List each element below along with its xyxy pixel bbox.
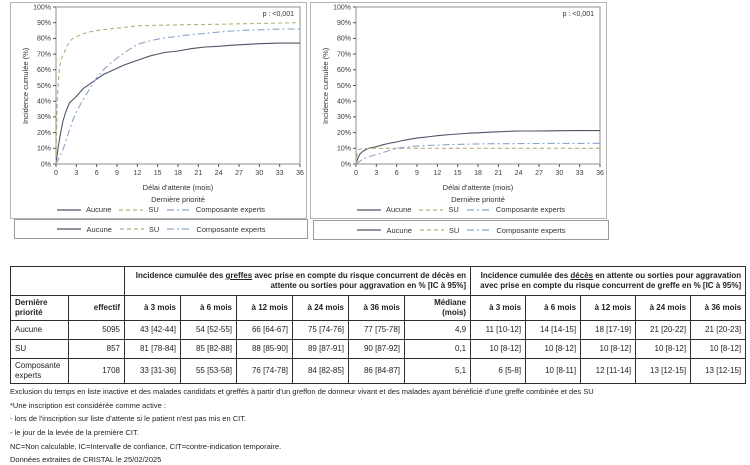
y-tick-label: 50%	[336, 82, 351, 90]
legend-label: SU	[148, 224, 160, 234]
line-sample-icon	[56, 226, 82, 232]
legend-label: Composante experts	[195, 205, 266, 214]
y-tick-label: 20%	[336, 129, 351, 137]
x-tick-label: 12	[133, 170, 142, 177]
x-axis-label: Délai d'attente (mois)	[142, 183, 214, 192]
line-sample-icon	[356, 227, 382, 233]
x-tick-label: 15	[453, 170, 462, 177]
legend-label: SU	[448, 205, 459, 214]
legend-row	[21, 205, 300, 214]
y-tick-label: 90%	[336, 20, 351, 27]
priority-cell: Aucune	[11, 321, 69, 340]
plot-box	[356, 7, 600, 164]
legend-entry-su	[419, 226, 459, 235]
value-cell: 10 [8-12]	[581, 340, 636, 359]
x-tick-label: 15	[153, 170, 162, 177]
col-header-d24: à 24 mois	[636, 296, 691, 321]
results-table-section	[10, 266, 750, 384]
x-tick-label: 6	[394, 170, 399, 177]
x-tick-label: 21	[194, 170, 203, 177]
value-cell: 10 [8-12]	[471, 340, 526, 359]
legend-label: Composante experts	[196, 224, 266, 234]
line-sample-icon	[119, 226, 145, 232]
x-tick-label: 12	[433, 170, 442, 177]
group-header-row	[11, 267, 746, 296]
legend-entry-su	[118, 205, 158, 214]
legend-strip	[14, 219, 308, 239]
line-sample-icon	[166, 207, 192, 213]
x-tick-label: 24	[214, 170, 223, 177]
priority-cell: Composante experts	[11, 359, 69, 384]
group-header-text: en attente ou sorties pour aggravation avec prise en compte du risque concurrent de greffe en % [IC à 95%]	[480, 271, 742, 290]
line-sample-icon	[466, 207, 492, 213]
y-tick-label: 80%	[36, 35, 51, 43]
legend-entry-composante-experts	[466, 205, 565, 214]
series-line-su	[356, 148, 600, 164]
x-tick-label: 3	[374, 170, 379, 177]
legend-row	[56, 225, 265, 234]
x-axis-label: Délai d'attente (mois)	[442, 183, 514, 192]
chart-panel-greffes	[10, 2, 307, 219]
legend-entry-composante-experts	[166, 205, 265, 214]
group-header-keyword: décès	[570, 271, 594, 280]
legend-entry-aucune	[356, 205, 411, 214]
col-header-effectif: effectif	[69, 296, 125, 321]
series-line-composante-experts	[56, 29, 300, 164]
footnote-inscription-active: *Une inscription est considérée comme active :	[10, 400, 166, 410]
value-cell: 6 [5-8]	[471, 359, 526, 384]
legend-label: SU	[448, 225, 460, 235]
value-cell: 77 [75-78]	[349, 321, 405, 340]
line-sample-icon	[418, 207, 444, 213]
group-header-text: Incidence cumulée des	[480, 271, 571, 280]
x-tick-label: 36	[596, 170, 604, 177]
legend-entry-composante-experts	[466, 226, 565, 235]
plot-box	[56, 7, 300, 164]
y-tick-label: 40%	[36, 98, 51, 106]
col-header-priority: Dernière priorité	[11, 296, 69, 321]
y-tick-label: 0%	[40, 161, 51, 169]
value-cell: 18 [17-19]	[581, 321, 636, 340]
series-line-aucune	[56, 43, 300, 164]
value-cell: 66 [64-67]	[237, 321, 293, 340]
y-tick-label: 100%	[333, 4, 351, 12]
col-header-d36: à 36 mois	[691, 296, 746, 321]
legend-label: SU	[148, 205, 159, 214]
legend-entry-su	[418, 205, 458, 214]
line-sample-icon	[419, 227, 445, 233]
footnotes	[10, 388, 750, 465]
y-tick-label: 50%	[36, 82, 51, 90]
col-header-d12: à 12 mois	[581, 296, 636, 321]
footnote-data-source: Données extraites de CRISTAL le 25/02/2025	[10, 455, 162, 465]
value-cell: 13 [12-15]	[691, 359, 746, 384]
x-tick-label: 9	[415, 170, 419, 177]
p-value-label: p : <0,001	[262, 11, 294, 18]
line-sample-icon	[466, 227, 492, 233]
footnote-abbreviations: NC=Non calculable, IC=Intervalle de confiance, CIT=contre-indication temporaire.	[10, 441, 282, 451]
value-cell: 10 [8-11]	[526, 359, 581, 384]
col-header-g12: à 12 mois	[237, 296, 293, 321]
group-header-keyword: greffes	[225, 271, 253, 280]
line-sample-icon	[166, 226, 192, 232]
x-tick-label: 30	[255, 170, 264, 177]
line-sample-icon	[356, 207, 382, 213]
group-header-deces	[471, 267, 746, 296]
y-axis-label: Incidence cumulée (%)	[21, 47, 30, 125]
footnote-inscription-liste: - lors de l'inscription sur liste d'attente si le patient n'est pas mis en CIT.	[10, 414, 247, 424]
x-tick-label: 21	[494, 170, 503, 177]
value-cell: 10 [8-12]	[636, 340, 691, 359]
group-header-greffes	[125, 267, 471, 296]
legend-label: Aucune	[386, 225, 412, 235]
incidence-deces-chart-svg	[311, 3, 606, 181]
y-tick-label: 10%	[336, 145, 351, 153]
value-cell: 75 [74-76]	[293, 321, 349, 340]
legend-strip	[313, 220, 609, 240]
legend-title: Dernière priorité	[451, 195, 505, 204]
series-line-composante-experts	[356, 143, 600, 164]
p-value-label: p : <0,001	[562, 11, 594, 18]
x-tick-label: 33	[575, 170, 584, 177]
value-cell: 76 [74-78]	[237, 359, 293, 384]
x-tick-label: 0	[354, 170, 358, 177]
legend-entry-composante-experts	[166, 225, 265, 234]
legend-entry-aucune	[356, 226, 411, 235]
y-tick-label: 0%	[340, 161, 351, 169]
y-axis-label: Incidence cumulée (%)	[321, 47, 330, 125]
value-cell: 10 [8-12]	[691, 340, 746, 359]
table-row	[11, 359, 746, 384]
value-cell: 1708	[69, 359, 125, 384]
value-cell: 43 [42-44]	[125, 321, 181, 340]
x-tick-label: 30	[555, 170, 564, 177]
incidence-greffes-chart-svg	[11, 3, 306, 181]
x-tick-label: 36	[296, 170, 304, 177]
value-cell: 12 [11-14]	[581, 359, 636, 384]
legend-label: Composante experts	[495, 205, 566, 214]
value-cell: 33 [31-36]	[125, 359, 181, 384]
x-tick-label: 6	[94, 170, 99, 177]
value-cell: 857	[69, 340, 125, 359]
col-header-g6: à 6 mois	[181, 296, 237, 321]
legend-label: Aucune	[385, 205, 412, 214]
value-cell: 88 [85-90]	[237, 340, 293, 359]
group-header-text: Incidence cumulée des	[135, 271, 226, 280]
chart-panel-deces	[310, 2, 607, 219]
value-cell: 11 [10-12]	[471, 321, 526, 340]
legend-label: Aucune	[86, 224, 112, 234]
y-tick-label: 70%	[36, 51, 51, 59]
x-tick-label: 3	[74, 170, 79, 177]
col-header-g3: à 3 mois	[125, 296, 181, 321]
column-header-row	[11, 296, 746, 321]
line-sample-icon	[118, 207, 144, 213]
empty-corner-cell	[11, 267, 125, 296]
table-row	[11, 340, 746, 359]
x-tick-label: 0	[54, 170, 58, 177]
y-tick-label: 80%	[336, 35, 351, 43]
footnote-levee-cit: - le jour de la levée de la première CIT.	[10, 427, 139, 437]
value-cell: 86 [84-87]	[349, 359, 405, 384]
value-cell: 84 [82-85]	[293, 359, 349, 384]
results-table	[10, 266, 746, 384]
y-tick-label: 30%	[36, 114, 51, 122]
col-header-g24: à 24 mois	[293, 296, 349, 321]
footnote-exclusion: Exclusion du temps en liste inactive et des malades candidats et greffés à partir d'un greffon de donneur vivant et des malades ayant bénéficié d'une greffe combinée et des SU	[10, 387, 594, 396]
value-cell: 5095	[69, 321, 125, 340]
legend-row	[321, 205, 600, 214]
legend-entry-aucune	[56, 205, 111, 214]
value-cell: 81 [78-84]	[125, 340, 181, 359]
value-cell: 4,9	[405, 321, 471, 340]
legend-entry-aucune	[56, 225, 111, 234]
value-cell: 55 [53-58]	[181, 359, 237, 384]
legend-title: Dernière priorité	[151, 195, 205, 204]
table-row	[11, 321, 746, 340]
x-tick-label: 27	[535, 170, 543, 177]
series-line-aucune	[356, 131, 600, 164]
x-tick-label: 18	[174, 170, 182, 177]
value-cell: 54 [52-55]	[181, 321, 237, 340]
x-tick-label: 33	[275, 170, 284, 177]
legend-label: Composante experts	[496, 225, 566, 235]
x-tick-label: 18	[474, 170, 482, 177]
y-tick-label: 100%	[33, 4, 51, 12]
value-cell: 89 [87-91]	[293, 340, 349, 359]
group-header-text: avec prise en compte du risque concurrent de décès en attente ou sorties pour aggravation en % [IC à 95%]	[252, 271, 467, 290]
y-tick-label: 30%	[336, 114, 351, 122]
x-tick-label: 9	[115, 170, 119, 177]
value-cell: 10 [8-12]	[526, 340, 581, 359]
x-tick-label: 24	[514, 170, 523, 177]
x-tick-label: 27	[235, 170, 243, 177]
y-tick-label: 10%	[36, 145, 51, 153]
legend-row	[356, 226, 565, 235]
value-cell: 21 [20-23]	[691, 321, 746, 340]
col-header-mediane: Médiane (mois)	[405, 296, 471, 321]
value-cell: 21 [20-22]	[636, 321, 691, 340]
y-tick-label: 60%	[36, 67, 51, 75]
y-tick-label: 90%	[36, 20, 51, 27]
value-cell: 85 [82-88]	[181, 340, 237, 359]
value-cell: 90 [87-92]	[349, 340, 405, 359]
y-tick-label: 70%	[336, 51, 351, 59]
results-table-body	[11, 321, 746, 384]
y-tick-label: 20%	[36, 129, 51, 137]
priority-cell: SU	[11, 340, 69, 359]
y-tick-label: 60%	[336, 67, 351, 75]
y-tick-label: 40%	[336, 98, 351, 106]
value-cell: 5,1	[405, 359, 471, 384]
value-cell: 0,1	[405, 340, 471, 359]
line-sample-icon	[56, 207, 82, 213]
legend-label: Aucune	[85, 205, 112, 214]
legend-entry-su	[119, 225, 159, 234]
col-header-d3: à 3 mois	[471, 296, 526, 321]
col-header-g36: à 36 mois	[349, 296, 405, 321]
value-cell: 13 [12-15]	[636, 359, 691, 384]
value-cell: 14 [14-15]	[526, 321, 581, 340]
col-header-d6: à 6 mois	[526, 296, 581, 321]
